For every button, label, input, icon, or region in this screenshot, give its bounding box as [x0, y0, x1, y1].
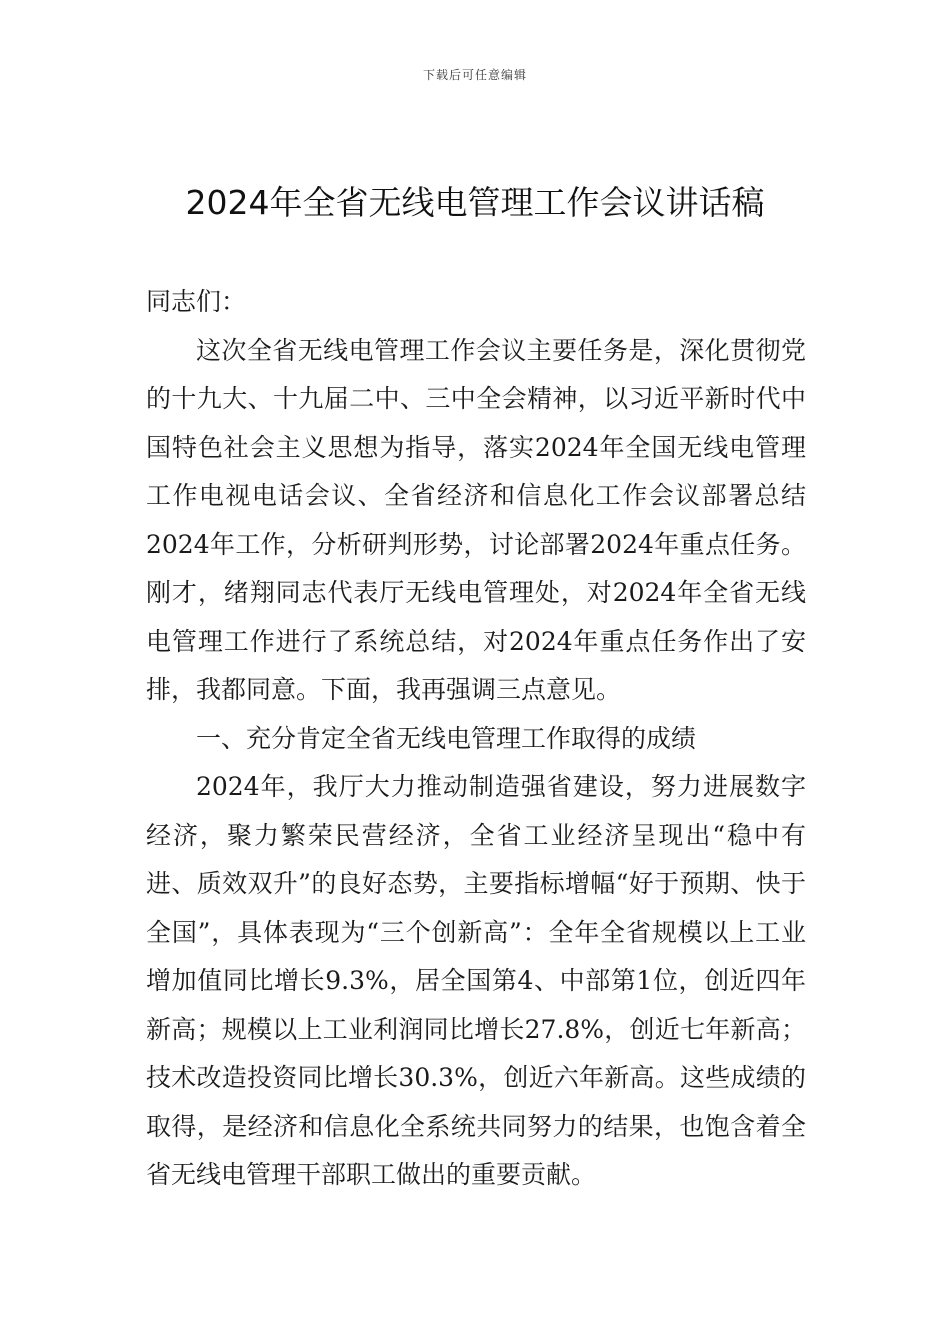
- document-title: 2024年全省无线电管理工作会议讲话稿: [185, 183, 765, 222]
- salutation: 同志们：: [146, 287, 247, 316]
- paragraph-achievements: 2024年，我厅大力推动制造强省建设，努力进展数字经济，聚力繁荣民营经济，全省工业经济呈现出“稳中有进、质效双升”的良好态势，主要指标增幅“好于预期、快于全国”，具体表现为“三个创新高”：全年全省规模以上工业增加值同比增长9.3%，居全国第4、中部第1位，创近四年新高；规模以上工业利润同比增长27.8%，创近七年新高；技术改造投资同比增长30.3%，创近六年新高。这些成绩的取得，是经济和信息化全系统共同努力的结果，也饱含着全省无线电管理干部职工做出的重要贡献。: [146, 772, 806, 1189]
- header-note: 下载后可任意编辑: [422, 68, 527, 82]
- section-heading-1: 一、充分肯定全省无线电管理工作取得的成绩: [196, 723, 697, 753]
- paragraph-intro: 这次全省无线电管理工作会议主要任务是，深化贯彻党的十九大、十九届二中、三中全会精神，以习近平新时代中国特色社会主义思想为指导，落实2024年全国无线电管理工作电视电话会议、全省经济和信息化工作会议部署总结2024年工作，分析研判形势，讨论部署2024年重点任务。刚才，绪翔同志代表厅无线电管理处，对2024年全省无线电管理工作进行了系统总结，对2024年重点任务作出了安排，我都同意。下面，我再强调三点意见。: [146, 335, 806, 704]
- document-body: [146, 278, 806, 1200]
